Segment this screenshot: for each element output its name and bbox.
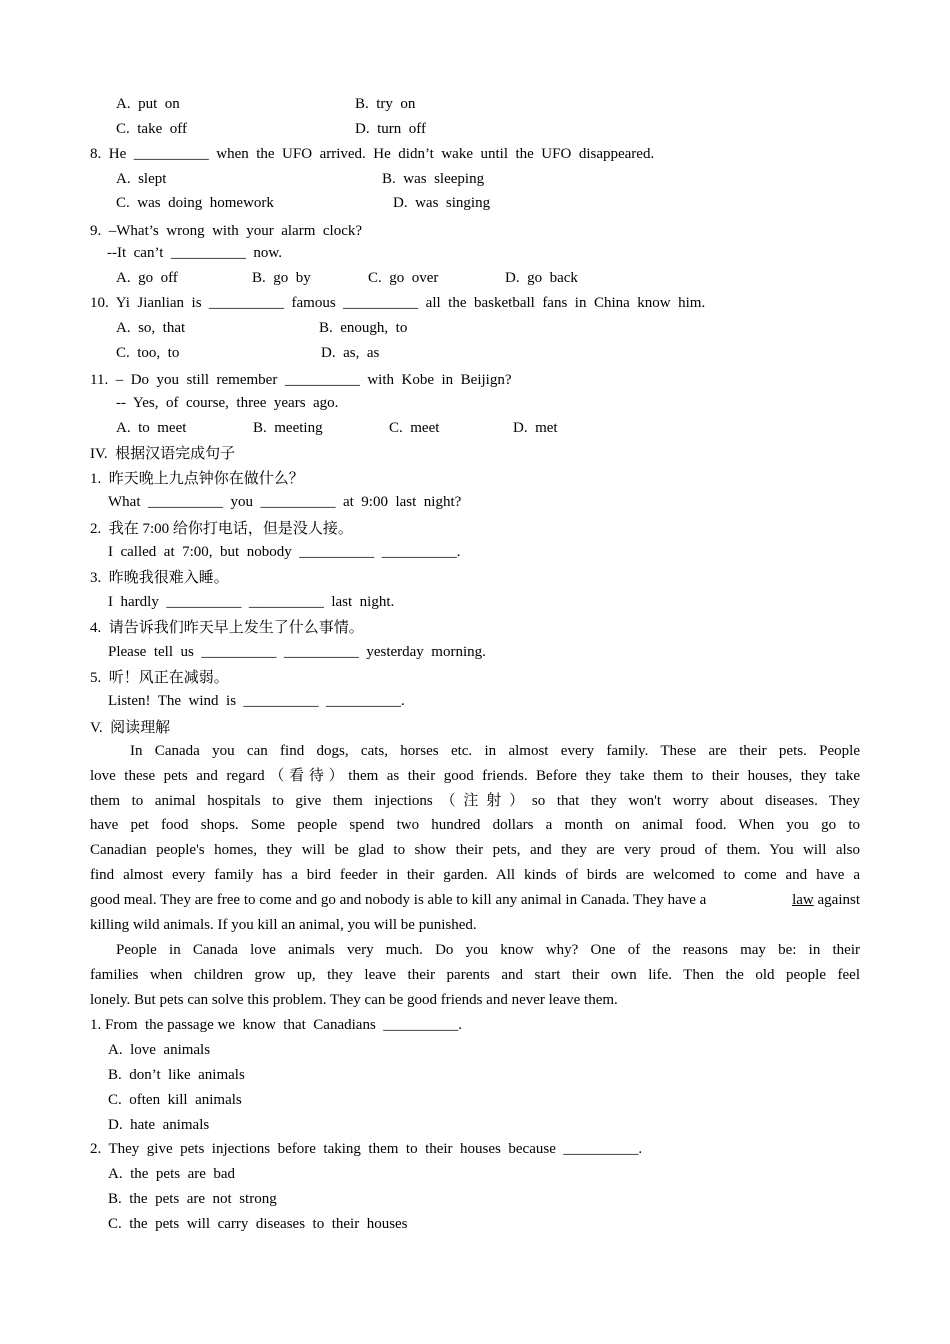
q9-reply: --It can’t __________ now. [107, 245, 282, 261]
q11-option-b: B. meeting [253, 420, 323, 436]
q9-option-a: A. go off [116, 270, 178, 286]
q8-option-c: C. was doing homework [116, 195, 274, 211]
translation-item-cn: 1. 昨天晚上九点钟你在做什么？ [90, 471, 304, 487]
paragraph-line: love these pets and regard（看待）them as their good friends. Before they take them to their houses, they take [90, 767, 860, 784]
q10-option-d: D. as, as [321, 345, 380, 361]
q11-stem: 11. – Do you still remember __________ with Kobe in Beijign? [90, 372, 512, 388]
paragraph-line-text: good meal. They are free to come and go and nobody is able to kill any animal in Canada. They have a [90, 891, 707, 908]
q8-option-b: B. was sleeping [382, 171, 485, 187]
paragraph-line: lonely. But pets can solve this problem. They can be good friends and never leave them. [90, 991, 618, 1008]
q11-option-c: C. meet [389, 420, 440, 436]
section-iv-heading: IV. 根据汉语完成句子 [90, 446, 236, 462]
q8-option-a: A. slept [116, 171, 167, 187]
q7-option-b: B. try on [355, 96, 416, 112]
reading-q2-option: A. the pets are bad [108, 1166, 236, 1182]
q11-option-a: A. to meet [116, 420, 187, 436]
q7-option-d: D. turn off [355, 121, 426, 137]
paragraph-line: Canadian people's homes, they will be glad to show their pets, and they are very proud of them. You will also [90, 842, 860, 859]
reading-q1-option: D. hate animals [108, 1117, 210, 1133]
paragraph-line: have pet food shops. Some people spend two hundred dollars a month on animal food. When you go to [90, 817, 860, 834]
translation-item-en: I hardly __________ __________ last night. [108, 594, 395, 610]
q7-option-c: C. take off [116, 121, 187, 137]
translation-item-en: What __________ you __________ at 9:00 last night? [108, 494, 462, 510]
reading-q1-option: B. don’t like animals [108, 1067, 245, 1083]
reading-q1-option: C. often kill animals [108, 1092, 242, 1108]
q8-stem: 8. He __________ when the UFO arrived. He didn’t wake until the UFO disappeared. [90, 146, 655, 162]
reading-q2-option: C. the pets will carry diseases to their houses [108, 1216, 408, 1232]
q7-option-a: A. put on [116, 96, 180, 112]
reading-q2-option: B. the pets are not strong [108, 1191, 277, 1207]
q10-option-c: C. too, to [116, 345, 180, 361]
q11-option-d: D. met [513, 420, 558, 436]
translation-item-cn: 5. 听！风正在减弱。 [90, 670, 229, 686]
q10-stem: 10. Yi Jianlian is __________ famous __________ all the basketball fans in China know him. [90, 295, 706, 311]
q11-reply: -- Yes, of course, three years ago. [116, 395, 339, 411]
reading-q1-option: A. love animals [108, 1042, 211, 1058]
section-v-heading: V. 阅读理解 [90, 720, 171, 736]
paragraph-line: killing wild animals. If you kill an animal, you will be punished. [90, 916, 477, 933]
law-word: law [792, 891, 814, 908]
q9-option-c: C. go over [368, 270, 439, 286]
q9-stem: 9. –What’s wrong with your alarm clock? [90, 223, 363, 239]
reading-paragraph-2 [90, 938, 860, 1012]
q8-option-d: D. was singing [393, 195, 491, 211]
translation-item-en: Listen! The wind is __________ __________. [108, 693, 405, 709]
q10-option-b: B. enough, to [319, 320, 408, 336]
paragraph-line: them to animal hospitals to give them injections（注射）so that they won't worry about diseases. They [90, 792, 860, 809]
paragraph-line-end [792, 888, 860, 913]
translation-item-en: I called at 7:00, but nobody __________ __________. [108, 544, 461, 560]
translation-item-en: Please tell us __________ __________ yesterday morning. [108, 644, 486, 660]
translation-item-cn: 4. 请告诉我们昨天早上发生了什么事情。 [90, 620, 364, 636]
q9-option-b: B. go by [252, 270, 311, 286]
reading-paragraph-1 [90, 739, 860, 937]
reading-q1-stem: 1. From the passage we know that Canadians __________. [90, 1017, 463, 1033]
law-word-after: against [813, 891, 860, 908]
paragraph-line: find almost every family has a bird feeder in their garden. All kinds of birds are welcomed to come and have a [90, 866, 860, 883]
paragraph-line: In Canada you can find dogs, cats, horses etc. in almost every family. These are their pets. People [130, 743, 860, 759]
paragraph-line [90, 888, 860, 913]
paragraph-line: People in Canada love animals very much. Do you know why? One of the reasons may be: in their [116, 942, 860, 958]
reading-q2-stem: 2. They give pets injections before taking them to their houses because __________. [90, 1141, 643, 1157]
q10-option-a: A. so, that [116, 320, 186, 336]
paragraph-line: families when children grow up, they leave their parents and start their own life. Then the old people feel [90, 966, 860, 983]
translation-item-cn: 2. 我在 7:00 给你打电话，但是没人接。 [90, 521, 353, 537]
translation-item-cn: 3. 昨晚我很难入睡。 [90, 570, 229, 586]
q9-option-d: D. go back [505, 270, 578, 286]
